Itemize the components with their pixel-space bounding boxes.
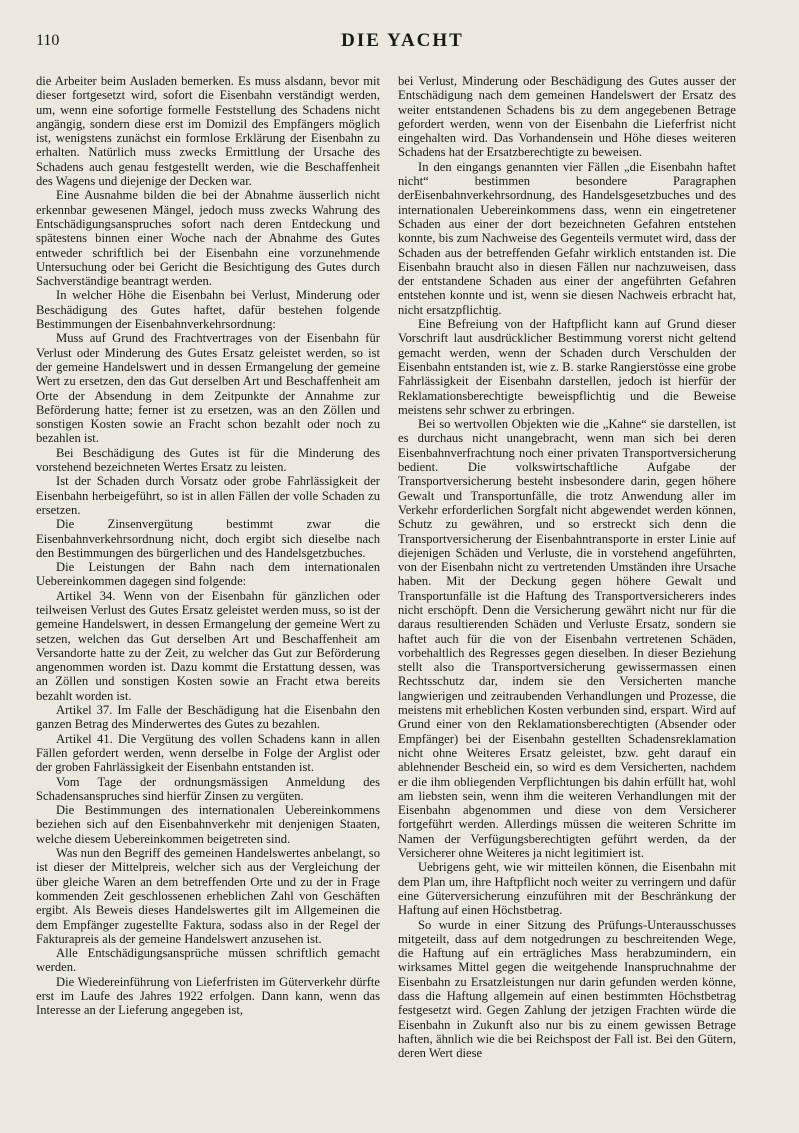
paragraph: In den eingangs genannten vier Fällen „die Eisenbahn haftet nicht“ bestimmen besondere Paragraphen derEisenbahnverkehrsordnung, des Handelsgesetzbuches und des internationalen Uebereinkommens dass, wenn ein eingetretener Schaden aus einer der dort bezeichneten Gefahren entstehen konnte, bis zum Nachweise des Gegenteils vermutet wird, dass der Schaden aus der betreffenden Gefahr wirklich entstanden ist. Die Eisenbahn braucht also in diesen Fällen nur nachzuweisen, dass der entstandene Schaden aus einer der angeführten Gefahren entstehen konnte und ist, wenn sie diesen Nachweis erbracht hat, nicht ersatzpflichtig. (398, 159, 736, 317)
paragraph: In welcher Höhe die Eisenbahn bei Verlust, Minderung oder Beschädigung des Gutes haftet, dafür bestehen folgende Bestimmungen der Eisenbahnverkehrsordnung: (36, 288, 380, 332)
page-header (36, 30, 769, 52)
paragraph: Bei so wertvollen Objekten wie die „Kahne“ sie darstellen, ist es durchaus nicht unangebracht, wenn man sich bei deren Eisenbahnverfrachtung noch einer privaten Transportversicherung bedient. Die volkswirtschaftliche Aufgabe der Transportversicherung besteht insbesondere darin, gegen höhere Gewalt und Transportunfälle, die trotz Anwendung aller im Verkehr erforderlichen Sorgfalt nicht abgewendet werden können, Schutz zu gewähren, und so erstreckt sich denn die Transportversicherung der Eisenbahntransporte in erster Linie auf diejenigen Schäden und Verluste, die in vorstehend angeführten, von der Eisenbahn nicht zu vertretenden Umständen ihre Ursache haben. Mit der Deckung gegen höhere Gewalt und Transportunfälle ist die Haftung des Transportversicherers indes nicht erschöpft. Denn die Versicherung gewährt nicht nur für die daraus resultierenden Schäden und Verluste Ersatz, sondern sie haftet auch für die von der Eisenbahn vertretenen Schäden, vorbehaltlich des Regresses gegen dieselben. In dieser Beziehung stellt also die Transportversicherung gewissermassen einen Rechtsschutz dar, indem sie den Versicherten manche langwierigen und zeitraubenden Verhandlungen und Prozesse, die meistens mit erheblichen Kosten verbunden sind, erspart. Wird auf Grund einer von den Reklamationsberechtigten (Absender oder Empfänger) bei der Eisenbahn gestellten Schadensreklamation nicht ohne Weiteres Ersatz geleistet, bzw. geht darauf ein ablehnender Bescheid ein, so wird es dem Versicherten, nachdem er die ihm obliegenden Verpflichtungen bis dahin erfüllt hat, wohl am liebsten sein, wenn ihm die weiteren Verhandlungen mit der Eisenbahn abgenommen und diese von dem Versicherer fortgeführt werden. Allerdings müssen die weiteren Schritte im Namen der Verfügungsberechtigten geführt werden, da der Versicherer ohne Weiteres ja nicht legitimiert ist. (398, 417, 736, 861)
paragraph: Was nun den Begriff des gemeinen Handelswertes anbelangt, so ist dieser der Mittelpreis, welcher sich aus der Vergleichung der über gleiche Waren an dem betreffenden Orte und zu der in Frage kommenden Zeit geschlossenen erheblichen Zahl von Geschäften ergibt. Als Beweis dieses Handelswertes gilt im Allgemeinen die dem Empfänger zugestellte Faktura, sodass also in der Regel der Fakturapreis als der gemeine Handelswert anzusehen ist. (36, 846, 380, 946)
paragraph: Vom Tage der ordnungsmässigen Anmeldung des Schadensanspruches sind hierfür Zinsen zu vergüten. (36, 774, 380, 803)
right-text-column (398, 74, 736, 1114)
paragraph: Artikel 34. Wenn von der Eisenbahn für gänzlichen oder teilweisen Verlust des Gutes Ersatz geleistet werden muss, so ist der gemeine Handelswert, in dessen Ermangelung der gemeine Wert zu setzen, welchen das Gut derselben Art und Beschaffenheit am Versandorte hatte zu der Zeit, zu welcher das Gut zur Beförderung angenommen worden ist. Dazu kommt die Erstattung dessen, was an Zöllen und sonstigen Kosten sowie an Fracht etwa bereits bezahlt worden ist. (36, 588, 380, 703)
paragraph: Ist der Schaden durch Vorsatz oder grobe Fahrlässigkeit der Eisenbahn herbeigeführt, so ist in allen Fällen der volle Schaden zu ersetzen. (36, 474, 380, 517)
paragraph: Uebrigens geht, wie wir mitteilen können, die Eisenbahn mit dem Plan um, ihre Haftpflicht noch weiter zu verringern und dafür eine Güterversicherung einzuführen mit der Beschränkung der Haftung auf einen Höchstbetrag. (398, 860, 736, 918)
page-number: 110 (36, 32, 60, 49)
paragraph: So wurde in einer Sitzung des Prüfungs-Unterausschusses mitgeteilt, dass auf dem notgedrungen zu beschreitenden Wege, die Haftung auf ein erträgliches Mass herabzumindern, ein wirksames Mittel gegen die weitgehende Inanspruchnahme der Eisenbahn zu Ersatzleistungen nur darin gefunden werden könne, dass die Haftung allgemein auf einen bestimmten Höchstbetrag festgesetzt wird. Gegen Zahlung der jetzigen Frachten würde die Eisenbahn in Zukunft also nur bis zu einem gewissen Betrage haften, ähnlich wie die bei Reichspost der Fall ist. Bei den Gütern, deren Wert diese (398, 917, 736, 1061)
paragraph: Eine Befreiung von der Haftpflicht kann auf Grund dieser Vorschrift laut ausdrücklicher Bestimmung vorerst nicht geltend gemacht werden, wenn der Schaden durch Verschulden der Eisenbahn entstanden ist, wie z. B. starke Rangierstösse eine grobe Fahrlässigkeit der Eisenbahn darstellen, jedoch ist hierfür der Reklamationsberechtigte beweispflichtig und die Beweise meistens sehr schwer zu erbringen. (398, 317, 736, 417)
page-title: DIE YACHT (341, 30, 464, 51)
paragraph: bei Verlust, Minderung oder Beschädigung des Gutes ausser der Entschädigung nach dem gemeinen Handelswert der Ersatz des weiter entstandenen Schadens bis zu dem angegebenen Betrage gefordert werden, wenn von der Eisenbahn die Lieferfrist nicht eingehalten wird. Das Vorhandensein und Höhe dieses weiteren Schadens hat der Ersatzberechtigte zu beweisen. (398, 74, 736, 160)
paragraph: die Arbeiter beim Ausladen bemerken. Es muss alsdann, bevor mit dieser fortgesetzt wird, sofort die Eisenbahn verständigt werden, um, wenn eine sofortige formelle Feststellung des Schadens nicht angängig, sondern diese erst im Domizil des Empfängers möglich ist, wenigstens zunächst ein formlose Erklärung der Eisenbahn zu erhalten. Natürlich muss zwecks Ermittlung der Ursache des Schadens auch genau festgestellt werden, wie die Beschaffenheit des Wagens und diejenige der Decken war. (36, 74, 380, 189)
paragraph: Muss auf Grund des Frachtvertrages von der Eisenbahn für Verlust oder Minderung des Gutes Ersatz geleistet werden, so ist der gemeine Handelswert und in dessen Ermangelung der gemeine Wert zu ersetzen, den das Gut derselben Art und Beschaffenheit am Orte der Absendung in dem Zeitpunkte der Annahme zur Beförderung hatte; ferner ist zu ersetzen, was an den Zöllen und sonstigen Kosten sowie an Fracht schon bezahlt oder noch zu bezahlen ist. (36, 331, 380, 446)
paragraph: Artikel 41. Die Vergütung des vollen Schadens kann in allen Fällen gefordert werden, wenn derselbe in Folge der Arglist oder der groben Fahrlässigkeit der Eisenbahn entstanden ist. (36, 731, 380, 775)
paragraph: Bei Beschädigung des Gutes ist für die Minderung des vorstehend bezeichneten Wertes Ersatz zu leisten. (36, 445, 380, 475)
paragraph: Artikel 37. Im Falle der Beschädigung hat die Eisenbahn den ganzen Betrag des Minderwertes des Gutes zu bezahlen. (36, 703, 380, 732)
paragraph: Eine Ausnahme bilden die bei der Abnahme äusserlich nicht erkennbar gewesenen Mängel, jedoch muss zwecks Wahrung des Entschädigungsanspruches sofort nach deren Entdeckung und spätestens binnen einer Woche nach der Abnahme des Gutes entweder schriftlich bei der Eisenbahn eine vorzunehmende Untersuchung oder bei Gericht die Besichtigung des Gutes durch Sachverständige beantragt werden. (36, 188, 380, 289)
left-text-column (36, 74, 380, 1114)
paragraph: Alle Entschädigungsansprüche müssen schriftlich gemacht werden. (36, 946, 380, 975)
paragraph: Die Bestimmungen des internationalen Uebereinkommens beziehen sich auf den Eisenbahnverkehr mit denjenigen Staaten, welche diesem Uebereinkommen beigetreten sind. (36, 803, 380, 846)
paragraph: Die Zinsenvergütung bestimmt zwar die Eisenbahnverkehrsordnung nicht, doch ergibt sich dieselbe nach den Bestimmungen des bürgerlichen und des Handelsgetzbuches. (36, 517, 380, 560)
paragraph: Die Leistungen der Bahn nach dem internationalen Uebereinkommen dagegen sind folgende: (36, 560, 380, 589)
paragraph: Die Wiedereinführung von Lieferfristen im Güterverkehr dürfte erst im Laufe des Jahres 1922 erfolgen. Dann kann, wenn das Interesse an der Lieferung angegeben ist, (36, 974, 380, 1018)
